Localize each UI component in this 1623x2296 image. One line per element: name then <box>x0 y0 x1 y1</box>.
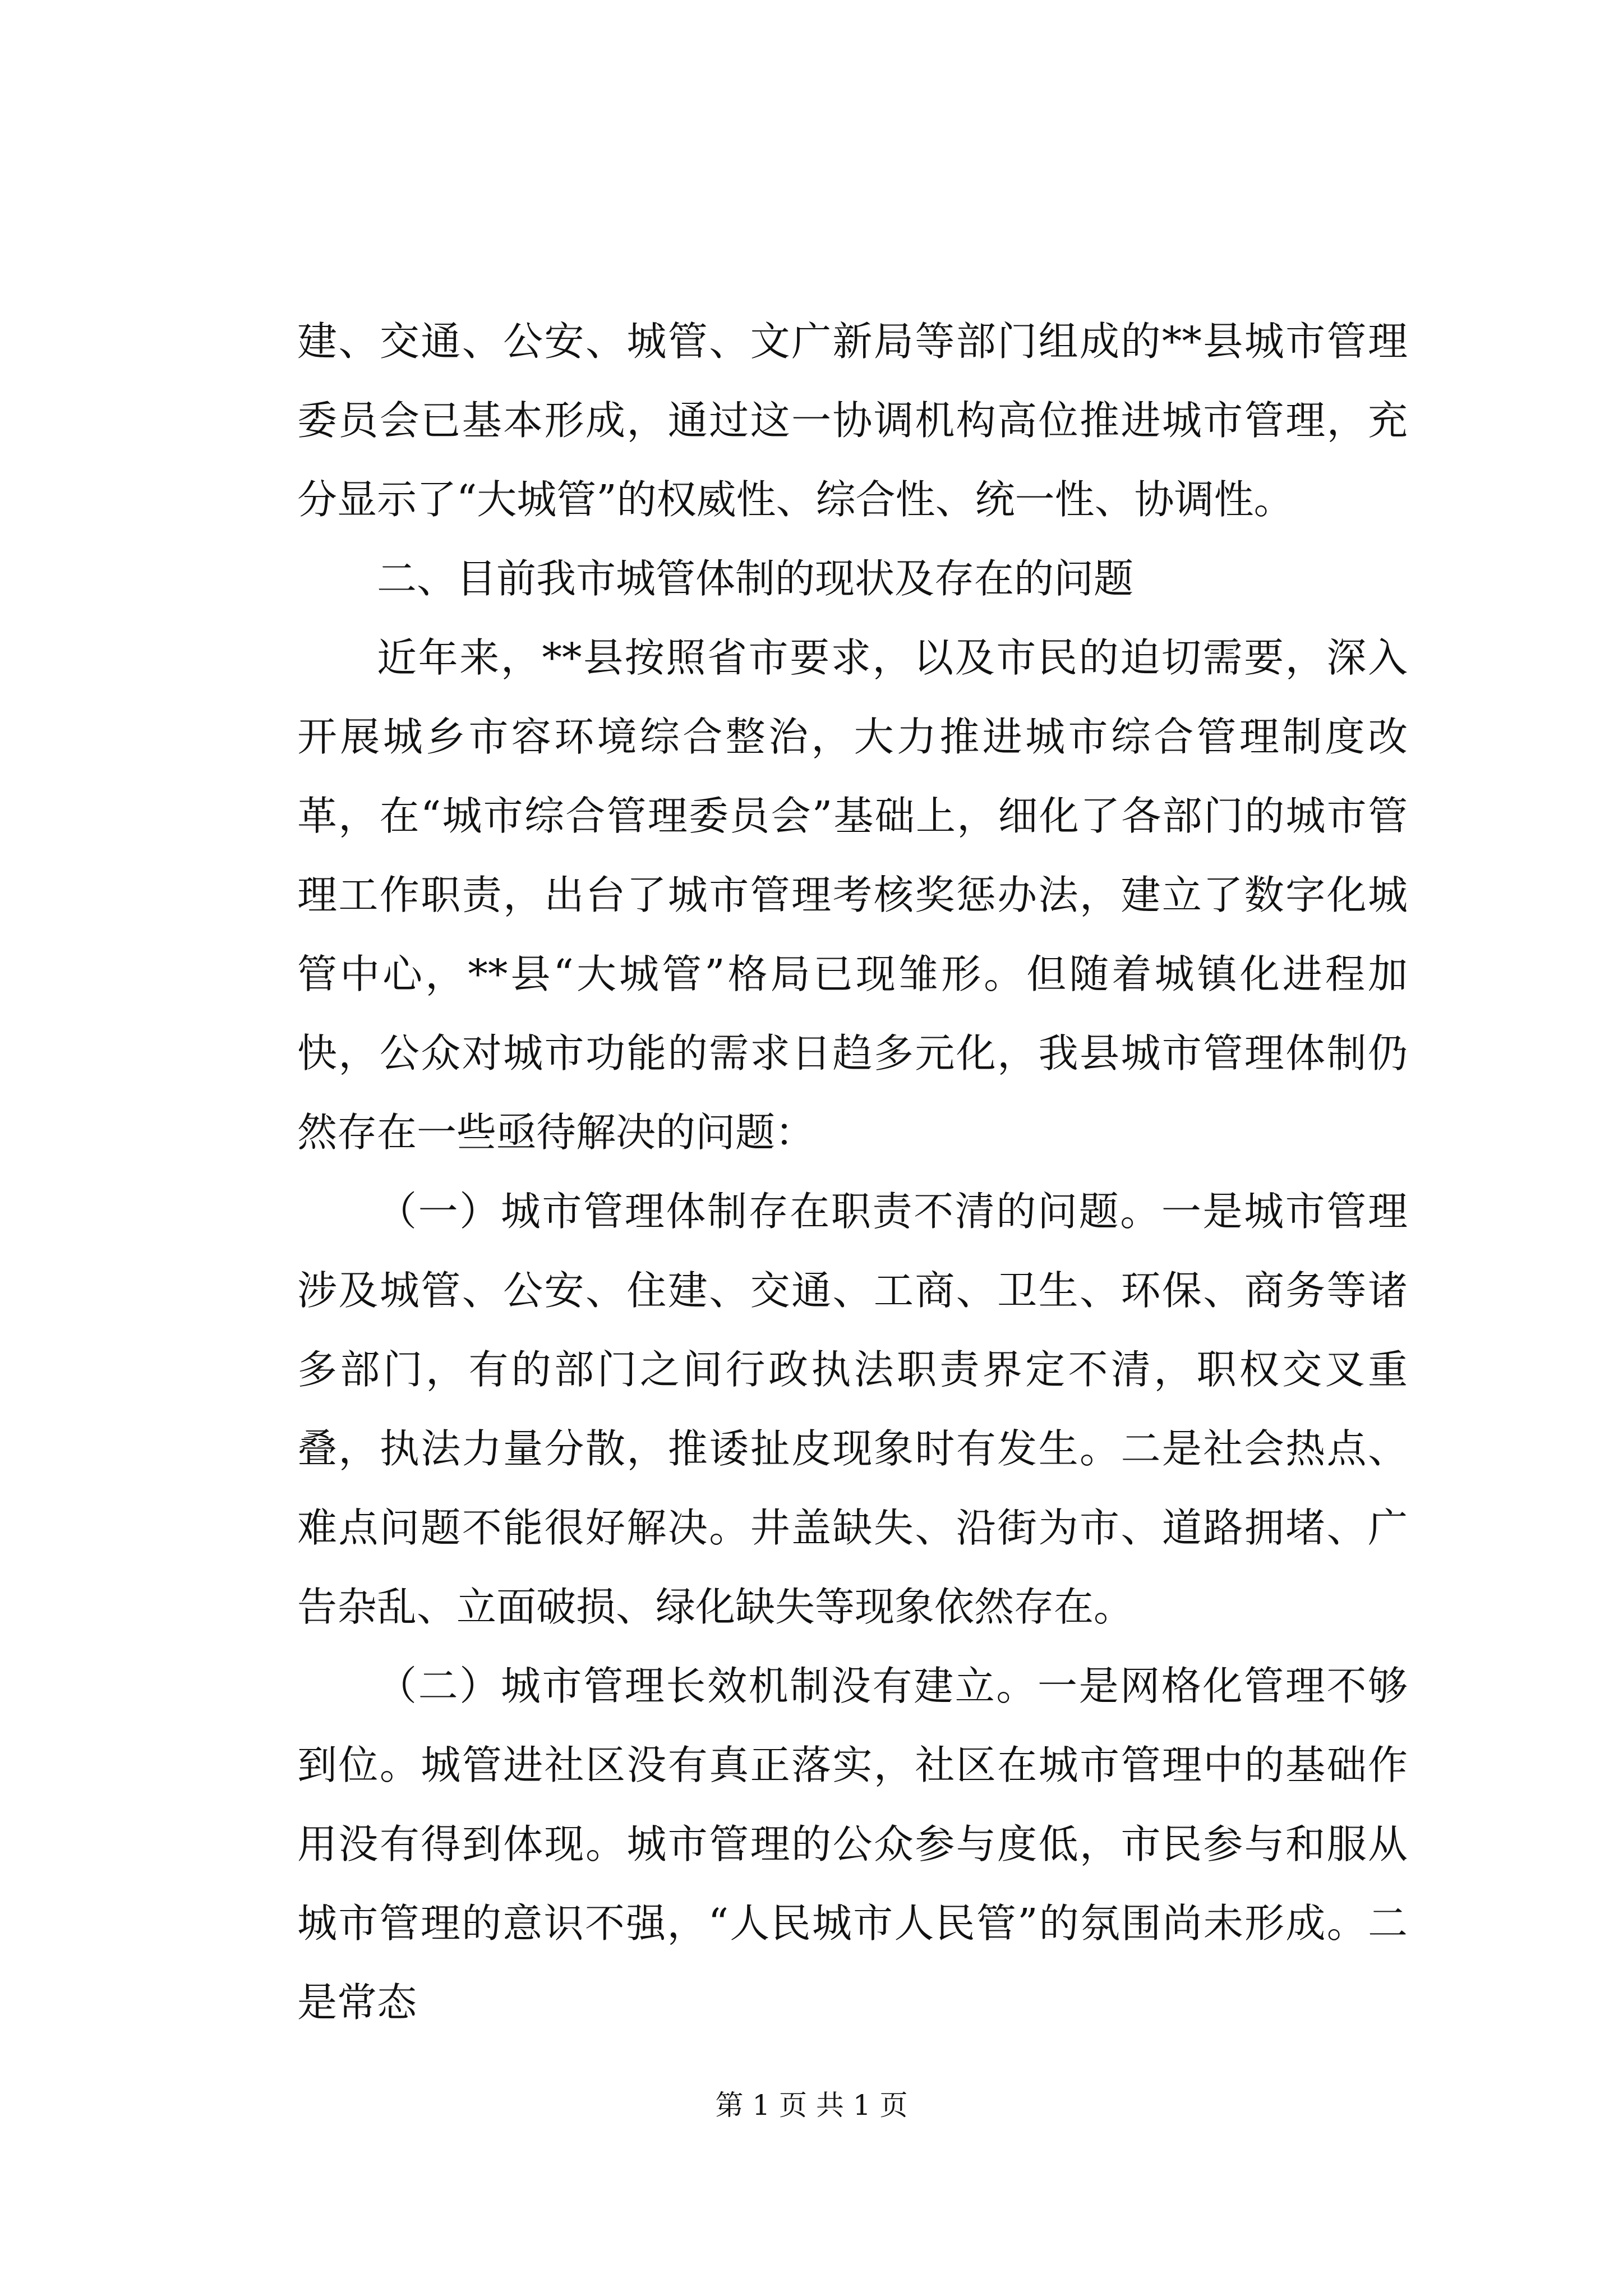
document-body <box>297 302 1408 2042</box>
paragraph-current-status: 近年来，**县按照省市要求，以及市民的迫切需要，深入开展城乡市容环境综合整治，大力推进城市综合管理制度改革，在“城市综合管理委员会”基础上，细化了各部门的城市管理工作职责，出台了城市管理考核奖惩办法，建立了数字化城管中心，**县“大城管”格局已现雏形。但随着城镇化进程加快，公众对城市功能的需求日趋多元化，我县城市管理体制仍然存在一些亟待解决的问题： <box>297 634 1408 1156</box>
section-heading: 二、目前我市城管体制的现状及存在的问题 <box>377 555 1134 602</box>
paragraph-continuation: 建、交通、公安、城管、文广新局等部门组成的**县城市管理委员会已基本形成，通过这一协调机构高位推进城市管理，充分显示了“大城管”的权威性、综合性、统一性、协调性。 <box>297 318 1408 523</box>
paragraph-issue-one: （一）城市管理体制存在职责不清的问题。一是城市管理涉及城管、公安、住建、交通、工商、卫生、环保、商务等诸多部门，有的部门之间行政执法职责界定不清，职权交叉重叠，执法力量分散，推诿扯皮现象时有发生。二是社会热点、难点问题不能很好解决。井盖缺失、沿街为市、道路拥堵、广告杂乱、立面破损、绿化缺失等现象依然存在。 <box>297 1188 1408 1630</box>
paragraph-issue-two: （二）城市管理长效机制没有建立。一是网格化管理不够到位。城管进社区没有真正落实，社区在城市管理中的基础作用没有得到体现。城市管理的公众参与度低，市民参与和服从城市管理的意识不强，“人民城市人民管”的氛围尚未形成。二是常态 <box>297 1663 1408 2026</box>
page-footer: 第 1 页 共 1 页 <box>715 2089 908 2122</box>
